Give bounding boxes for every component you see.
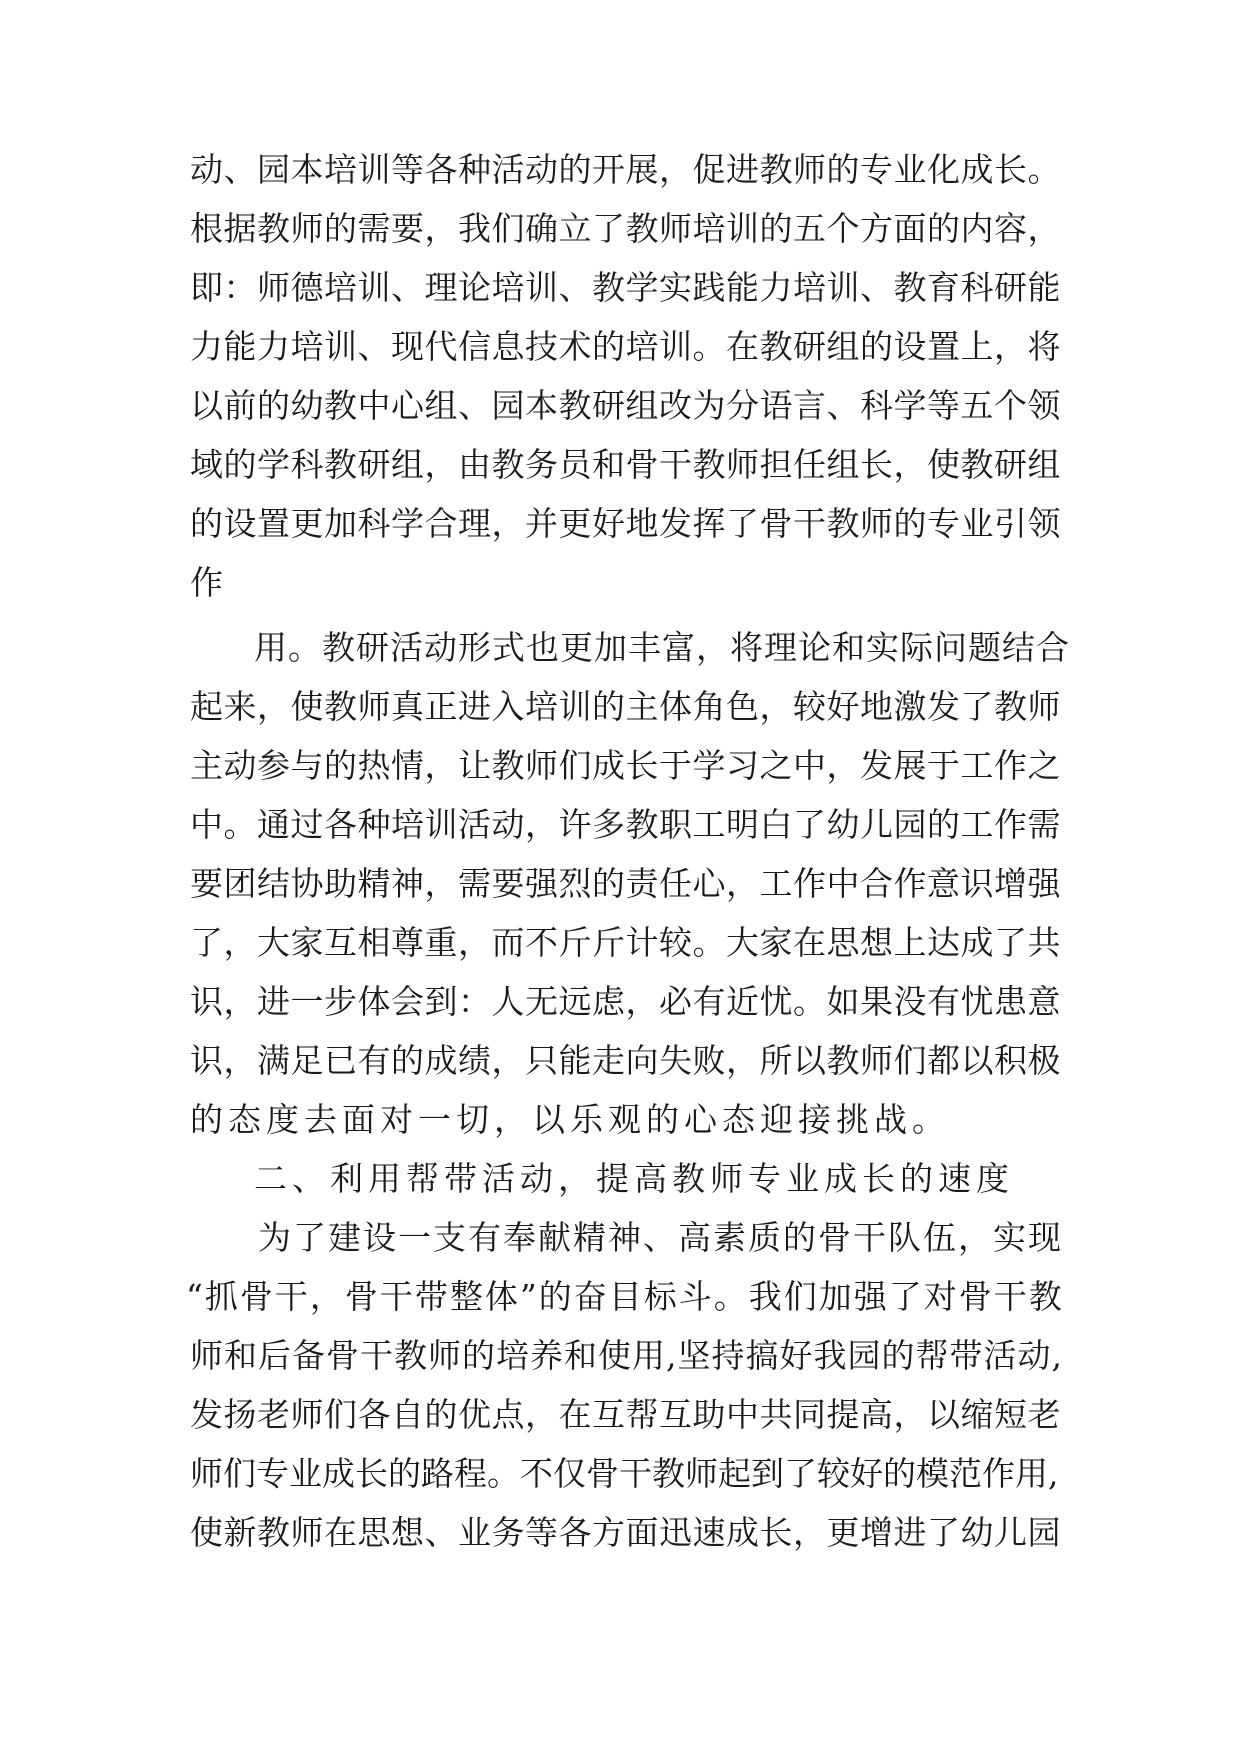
text-line: 中。通过各种培训活动，许多教职工明白了幼儿园的工作需 (190, 805, 1061, 844)
text-line: 起来，使教师真正进入培训的主体角色，较好地激发了教师 (190, 687, 1061, 726)
text-line: 域的学科教研组，由教务员和骨干教师担任组长，使教研组 (190, 445, 1061, 484)
text-line: 即：师德培训、理论培训、教学实践能力培训、教育科研能 (190, 268, 1061, 307)
text-line: 师们专业成长的路程。不仅骨干教师起到了较好的模范作用, (190, 1454, 1059, 1493)
section-heading: 二、利用帮带活动，提高教师专业成长的速度 (254, 1159, 1014, 1198)
text-line: 作 (190, 563, 228, 602)
text-line: 的态度去面对一切，以乐观的心态迎接挑战。 (190, 1100, 950, 1139)
text-line: 了，大家互相尊重，而不斤斤计较。大家在思想上达成了共 (190, 923, 1061, 962)
text-line: 力能力培训、现代信息技术的培训。在教研组的设置上，将 (190, 327, 1061, 366)
text-line: 动、园本培训等各种活动的开展，促进教师的专业化成长。 (190, 150, 1061, 189)
text-line: 根据教师的需要，我们确立了教师培训的五个方面的内容， (190, 209, 1061, 248)
text-line: 要团结协助精神，需要强烈的责任心，工作中合作意识增强 (190, 864, 1061, 903)
text-line: “抓骨干，骨干带整体”的奋目标斗。我们加强了对骨干教 (186, 1277, 1064, 1316)
text-line: 主动参与的热情，让教师们成长于学习之中，发展于工作之 (190, 746, 1061, 785)
text-line: 使新教师在思想、业务等各方面迅速成长，更增进了幼儿园 (190, 1513, 1061, 1552)
text-line: 师和后备骨干教师的培养和使用,坚持搞好我园的帮带活动, (190, 1336, 1063, 1375)
text-line: 用。教研活动形式也更加丰富，将理论和实际问题结合 (254, 628, 1070, 667)
text-line: 以前的幼教中心组、园本教研组改为分语言、科学等五个领 (190, 386, 1061, 425)
text-line: 发扬老师们各自的优点，在互帮互助中共同提高，以缩短老 (190, 1395, 1061, 1434)
text-line: 为了建设一支有奉献精神、高素质的骨干队伍，实现 (258, 1218, 1063, 1257)
text-line: 识，满足已有的成绩，只能走向失败，所以教师们都以积极 (190, 1041, 1061, 1080)
text-line: 识，进一步体会到：人无远虑，必有近忧。如果没有忧患意 (190, 982, 1061, 1021)
text-line: 的设置更加科学合理，并更好地发挥了骨干教师的专业引领 (190, 504, 1061, 543)
